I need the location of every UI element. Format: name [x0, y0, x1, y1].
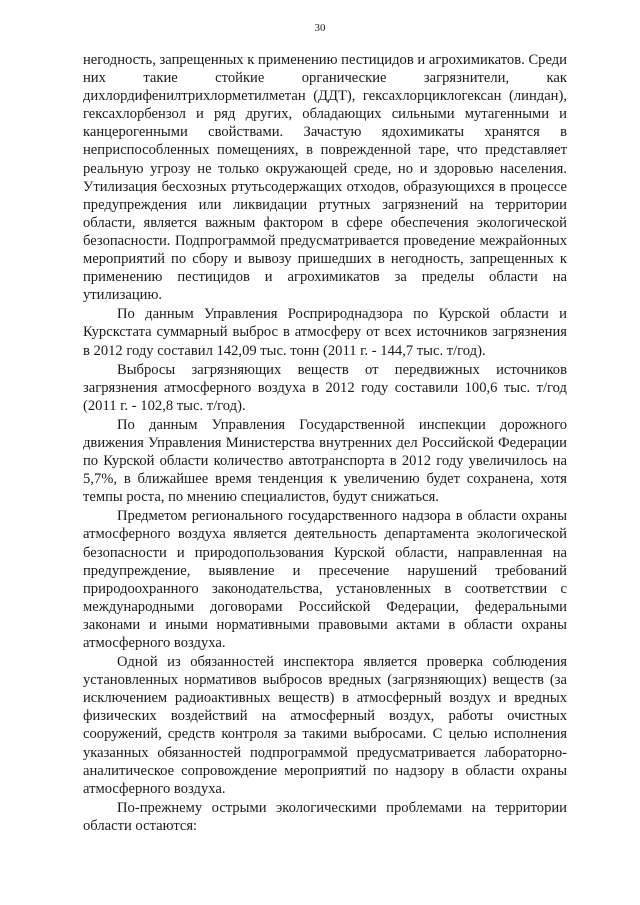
paragraph-mobile-sources-emissions: Выбросы загрязняющих веществ от передвижных источников загрязнения атмосферного воздуха в 2012 году составили 100,6 тыс. т/год (2011 г. - 102,8 тыс. т/год).	[83, 361, 567, 414]
document-body	[83, 51, 567, 835]
paragraph-ecological-problems: По-прежнему острыми экологическими проблемами на территории области остаются:	[83, 799, 567, 834]
paragraph-regional-supervision: Предметом регионального государственного надзора в области охраны атмосферного воздуха является деятельность департамента экологической безопасности и природопользования Курской области, направленная на предупреждение, выявление и пресечение нарушений требований природоохранного законодательства, установленных в соответствии с международными договорами Российской Федерации, федеральными законами и иными нормативными правовыми актами в области охраны атмосферного воздуха.	[83, 508, 567, 651]
paragraph-pesticides-disposal: негодность, запрещенных к применению пестицидов и агрохимикатов. Среди них такие стойкие органические загрязнители, как дихлордифенилтрихлорметилметан (ДДТ), гексахлорциклогексан (линдан), гексахлорбензол и ряд других, обладающих сильными мутагенными и канцерогенными свойствами. Зачастую ядохимикаты хранятся в неприспособленных помещениях, в поврежденной таре, что представляет реальную угрозу не только окружающей среде, но и здоровью населения. Утилизация бесхозных ртутьсодержащих отходов, образующихся в процессе предупреждения или ликвидации ртутных загрязнений на территории области, является важным фактором в сфере обеспечения экологической безопасности. Подпрограммой предусматривается проведение межрайонных мероприятий по сбору и вывозу пришедших в негодность, запрещенных к применению пестицидов и агрохимикатов за пределы области на утилизацию.	[83, 52, 567, 304]
paragraph-inspector-duties: Одной из обязанностей инспектора является проверка соблюдения установленных нормативов выбросов вредных (загрязняющих) веществ (за исключением радиоактивных веществ) в атмосферный воздух и вредных физических воздействий на атмосферный воздух, работы очистных сооружений, средств контроля за такими выбросами. С целью исполнения указанных обязанностей подпрограммой предусматривается лабораторно-аналитическое сопровождение мероприятий по надзору в области охраны атмосферного воздуха.	[83, 654, 567, 797]
paragraph-vehicle-count: По данным Управления Государственной инспекции дорожного движения Управления Министерства внутренних дел Российской Федерации по Курской области количество автотранспорта в 2012 году увеличилось на 5,7%, в ближайшее время тенденция к увеличению будет сохранена, хотя темпы роста, по мнению специалистов, будут снижаться.	[83, 416, 567, 506]
paragraph-total-emissions: По данным Управления Росприроднадзора по Курской области и Курскстата суммарный выброс в атмосферу от всех источников загрязнения в 2012 году составил 142,09 тыс. тонн (2011 г. - 144,7 тыс. т/год).	[83, 306, 567, 359]
page-number: 30	[314, 22, 326, 34]
